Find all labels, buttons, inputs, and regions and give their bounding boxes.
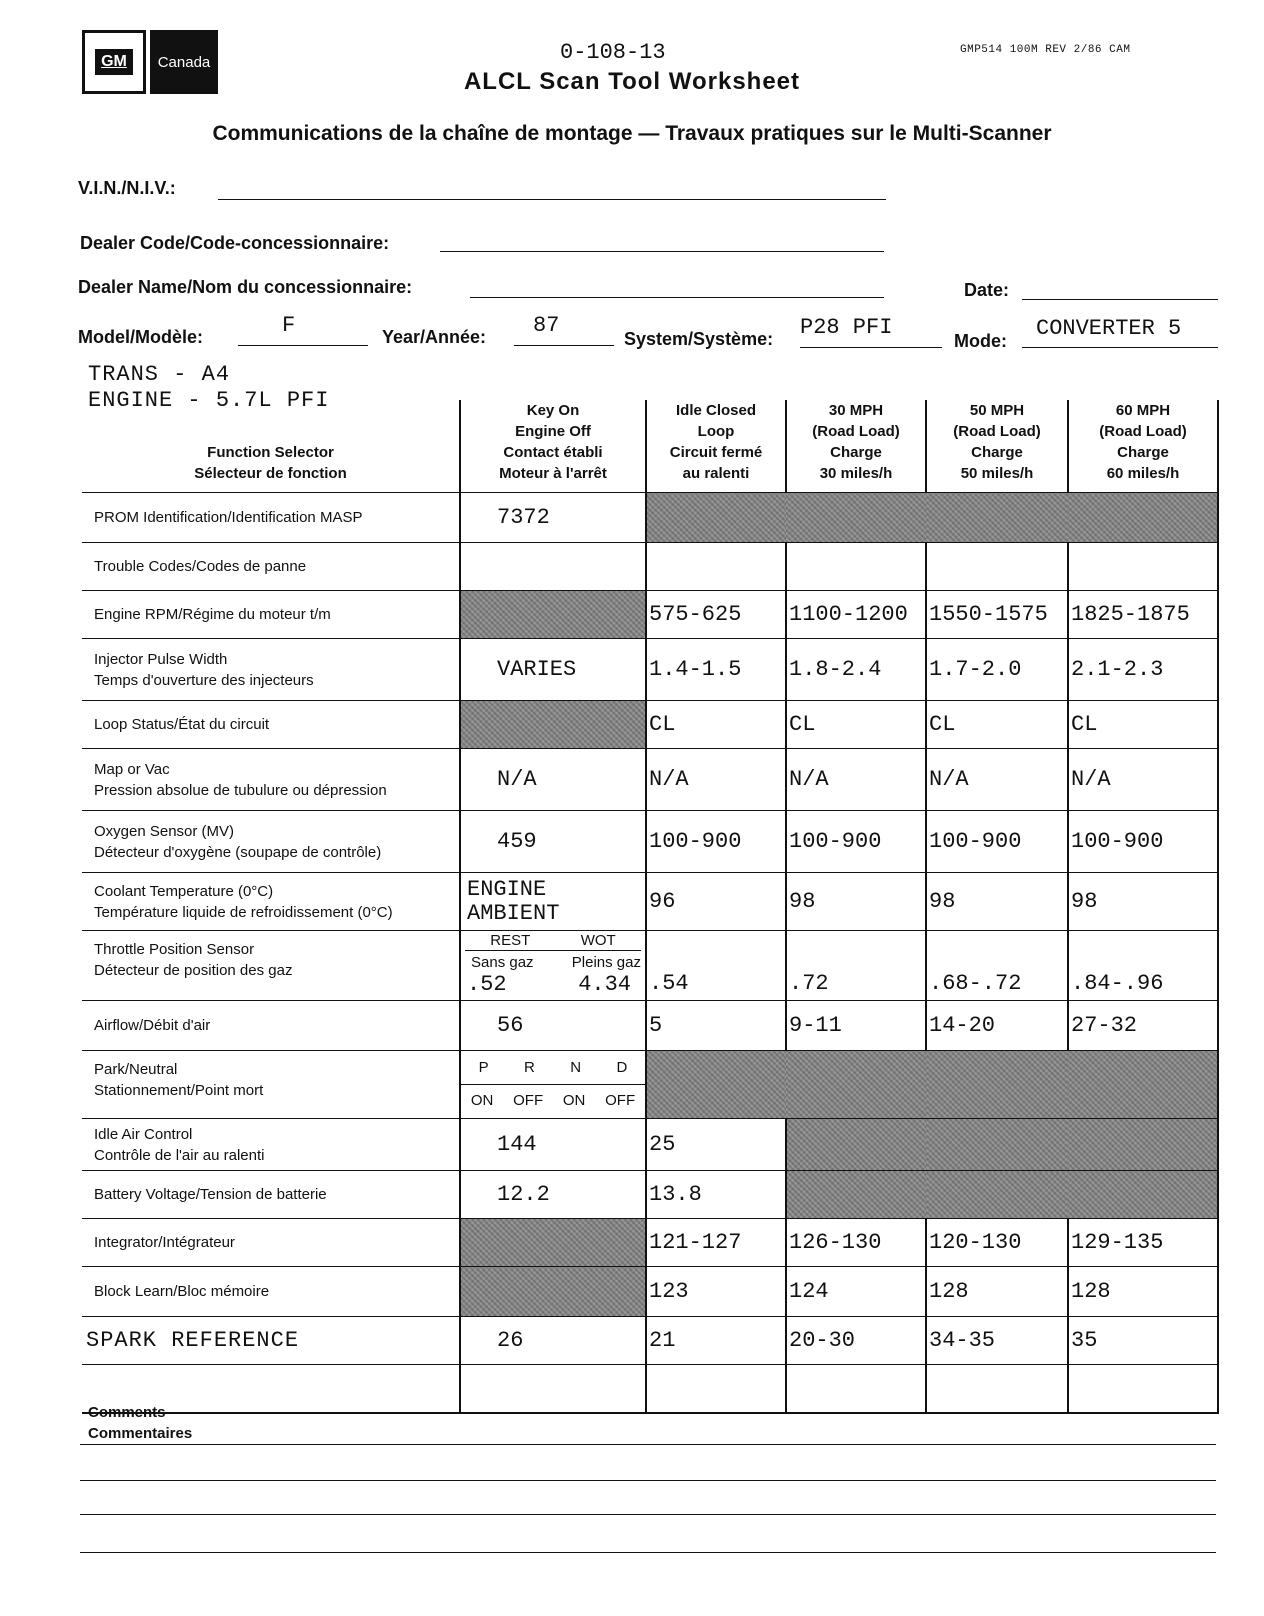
table-row [82, 1051, 1218, 1119]
mph60-cell[interactable]: 2.1-2.3 [1068, 639, 1218, 701]
idle-cell[interactable]: 13.8 [646, 1171, 786, 1219]
mph50-cell[interactable] [926, 543, 1068, 591]
table-row [82, 1317, 1218, 1365]
mode-label: Mode: [954, 331, 1007, 351]
idle-cell[interactable]: 575-625 [646, 591, 786, 639]
year-label: Year/Année: [382, 327, 487, 347]
key-on-cell[interactable]: ENGINE AMBIENT [460, 873, 646, 931]
system-field[interactable] [800, 347, 942, 348]
row-label: Idle Air Control Contrôle de l'air au ralenti [82, 1119, 460, 1171]
key-on-cell[interactable]: 7372 [460, 493, 646, 543]
table-row [82, 1171, 1218, 1219]
mph30-cell[interactable]: 100-900 [786, 811, 926, 873]
mph60-cell[interactable]: 35 [1068, 1317, 1218, 1365]
mph30-cell[interactable] [786, 543, 926, 591]
row-label: Throttle Position Sensor Détecteur de position des gaz [82, 931, 460, 1001]
date-label: Date: [964, 280, 1010, 300]
shaded-cell [926, 1171, 1068, 1219]
shaded-cell [786, 1051, 926, 1119]
tps-values: .52 4.34 [467, 972, 631, 997]
table-row [82, 931, 1218, 1001]
key-on-cell[interactable]: 26 [460, 1317, 646, 1365]
mph50-cell[interactable]: 120-130 [926, 1219, 1068, 1267]
row-label: Coolant Temperature (0°C) Température liquide de refroidissement (0°C) [82, 873, 460, 931]
row-label: Integrator/Intégrateur [82, 1219, 460, 1267]
shaded-cell [460, 591, 646, 639]
row-label: Oxygen Sensor (MV) Détecteur d'oxygène (soupape de contrôle) [82, 811, 460, 873]
shaded-cell [460, 1267, 646, 1317]
mph60-cell[interactable]: 1825-1875 [1068, 591, 1218, 639]
idle-cell[interactable]: 100-900 [646, 811, 786, 873]
key-on-cell[interactable]: 459 [460, 811, 646, 873]
tps-key-on-cell[interactable] [460, 931, 646, 1001]
engine-note: ENGINE - 5.7L PFI [88, 388, 330, 413]
header-60-mph: 60 MPH (Road Load) Charge 60 miles/h [1068, 400, 1218, 493]
mph30-cell[interactable]: 9-11 [786, 1001, 926, 1051]
comments-label: Comments Commentaires [88, 1404, 193, 1442]
mph50-cell[interactable]: 34-35 [926, 1317, 1068, 1365]
blank-cell[interactable] [926, 1365, 1068, 1413]
table-row [82, 701, 1218, 749]
mph50-cell[interactable]: 14-20 [926, 1001, 1068, 1051]
table-row [82, 873, 1218, 931]
row-label: Trouble Codes/Codes de panne [82, 543, 460, 591]
mph50-cell[interactable]: .68-.72 [926, 931, 1068, 1001]
mph50-cell[interactable]: 98 [926, 873, 1068, 931]
row-label: SPARK REFERENCE [82, 1317, 460, 1365]
dealer-name-label: Dealer Name/Nom du concessionnaire: [78, 277, 413, 297]
mph50-cell[interactable]: 100-900 [926, 811, 1068, 873]
header-row [82, 400, 1218, 493]
idle-cell[interactable] [646, 543, 786, 591]
idle-cell[interactable]: N/A [646, 749, 786, 811]
table-row [82, 493, 1218, 543]
shaded-cell [926, 1119, 1068, 1171]
date-field[interactable] [1022, 299, 1218, 300]
mode-value: CONVERTER 5 [1036, 316, 1182, 341]
row-label: Airflow/Débit d'air [82, 1001, 460, 1051]
mph60-cell[interactable]: 128 [1068, 1267, 1218, 1317]
vin-label: V.I.N./N.I.V.: [78, 178, 176, 198]
mode-field[interactable] [1022, 347, 1218, 348]
row-label: Injector Pulse Width Temps d'ouverture des injecteurs [82, 639, 460, 701]
header-idle-closed-loop: Idle Closed Loop Circuit fermé au ralenti [646, 400, 786, 493]
table-row [82, 543, 1218, 591]
shaded-cell [786, 1119, 926, 1171]
idle-cell[interactable]: .54 [646, 931, 786, 1001]
shaded-cell [460, 701, 646, 749]
idle-cell[interactable]: 123 [646, 1267, 786, 1317]
shaded-cell [1068, 1051, 1218, 1119]
table-row [82, 1267, 1218, 1317]
idle-cell[interactable]: CL [646, 701, 786, 749]
shaded-cell [926, 1051, 1068, 1119]
shaded-cell [646, 493, 786, 543]
gm-logo: GM [82, 30, 146, 94]
blank-cell[interactable] [460, 1365, 646, 1413]
mph50-cell[interactable]: 1.7-2.0 [926, 639, 1068, 701]
mph60-cell[interactable]: .84-.96 [1068, 931, 1218, 1001]
mph60-cell[interactable]: 98 [1068, 873, 1218, 931]
dealer-name-field[interactable] [470, 297, 884, 298]
key-on-cell[interactable]: N/A [460, 749, 646, 811]
shaded-cell [786, 493, 926, 543]
header-function-selector: Function Selector Sélecteur de fonction [194, 444, 347, 482]
model-value: F [282, 313, 296, 338]
park-neutral-states: ON OFF ON OFF [470, 1092, 636, 1109]
table-row [82, 1119, 1218, 1171]
page-subtitle: Communications de la chaîne de montage — Travaux pratiques sur le Multi-Scanner [212, 122, 1052, 145]
comment-line[interactable] [80, 1552, 1216, 1553]
system-label: System/Système: [624, 329, 774, 349]
mph60-cell[interactable]: N/A [1068, 749, 1218, 811]
mph30-cell[interactable]: .72 [786, 931, 926, 1001]
table-row [82, 1365, 1218, 1413]
mph30-cell[interactable]: CL [786, 701, 926, 749]
mph30-cell[interactable]: 1.8-2.4 [786, 639, 926, 701]
header-key-on: Key On Engine Off Contact établi Moteur à l'arrêt [460, 400, 646, 493]
mph60-cell[interactable]: 27-32 [1068, 1001, 1218, 1051]
mph50-cell[interactable]: CL [926, 701, 1068, 749]
mph50-cell[interactable]: 1550-1575 [926, 591, 1068, 639]
header-50-mph: 50 MPH (Road Load) Charge 50 miles/h [926, 400, 1068, 493]
key-on-cell[interactable]: 56 [460, 1001, 646, 1051]
key-on-cell[interactable]: 12.2 [460, 1171, 646, 1219]
table-row [82, 591, 1218, 639]
idle-cell[interactable]: 96 [646, 873, 786, 931]
mph30-cell[interactable]: 124 [786, 1267, 926, 1317]
table-row [82, 639, 1218, 701]
mph30-cell[interactable]: N/A [786, 749, 926, 811]
row-label: PROM Identification/Identification MASP [82, 493, 460, 543]
form-number: 0-108-13 [560, 40, 666, 65]
mph60-cell[interactable] [1068, 543, 1218, 591]
blank-cell[interactable] [786, 1365, 926, 1413]
shaded-cell [926, 493, 1068, 543]
mph30-cell[interactable]: 126-130 [786, 1219, 926, 1267]
row-label: Loop Status/État du circuit [82, 701, 460, 749]
model-label: Model/Modèle: [78, 327, 203, 347]
tps-french-labels: Sans gaz Pleins gaz [471, 954, 641, 971]
page-title: ALCL Scan Tool Worksheet [463, 68, 801, 95]
shaded-cell [646, 1051, 786, 1119]
dealer-code-label: Dealer Code/Code-concessionnaire: [80, 233, 390, 253]
idle-cell[interactable]: 121-127 [646, 1219, 786, 1267]
year-field[interactable] [514, 345, 614, 346]
blank-cell[interactable] [646, 1365, 786, 1413]
park-neutral-positions: P R N D [461, 1052, 645, 1085]
row-label: Battery Voltage/Tension de batterie [82, 1171, 460, 1219]
model-field[interactable] [238, 345, 368, 346]
mph30-cell[interactable]: 1100-1200 [786, 591, 926, 639]
table-row [82, 1001, 1218, 1051]
shaded-cell [460, 1219, 646, 1267]
header-30-mph: 30 MPH (Road Load) Charge 30 miles/h [786, 400, 926, 493]
idle-cell[interactable]: 25 [646, 1119, 786, 1171]
idle-cell[interactable]: 1.4-1.5 [646, 639, 786, 701]
idle-cell[interactable]: 5 [646, 1001, 786, 1051]
mph60-cell[interactable]: CL [1068, 701, 1218, 749]
shaded-cell [1068, 1171, 1218, 1219]
key-on-cell[interactable]: 144 [460, 1119, 646, 1171]
blank-cell[interactable] [1068, 1365, 1218, 1413]
shaded-cell [786, 1171, 926, 1219]
year-value: 87 [533, 313, 560, 338]
mph30-cell[interactable]: 20-30 [786, 1317, 926, 1365]
system-value: P28 PFI [800, 315, 893, 340]
revision-code: GMP514 100M REV 2/86 CAM [960, 44, 1131, 56]
mph50-cell[interactable]: N/A [926, 749, 1068, 811]
scan-worksheet-table [82, 400, 1219, 1414]
idle-cell[interactable]: 21 [646, 1317, 786, 1365]
tps-header: REST WOT [465, 931, 641, 951]
canada-logo: Canada [150, 30, 218, 94]
mph60-cell[interactable]: 129-135 [1068, 1219, 1218, 1267]
comment-line[interactable] [80, 1444, 1216, 1445]
comment-line[interactable] [80, 1480, 1216, 1481]
table-row [82, 749, 1218, 811]
row-label: Map or Vac Pression absolue de tubulure ou dépression [82, 749, 460, 811]
key-on-cell[interactable] [460, 543, 646, 591]
mph30-cell[interactable]: 98 [786, 873, 926, 931]
row-label: Engine RPM/Régime du moteur t/m [82, 591, 460, 639]
comment-line[interactable] [80, 1514, 1216, 1515]
mph60-cell[interactable]: 100-900 [1068, 811, 1218, 873]
row-label: Block Learn/Bloc mémoire [82, 1267, 460, 1317]
shaded-cell [1068, 493, 1218, 543]
key-on-cell[interactable]: VARIES [460, 639, 646, 701]
dealer-code-field[interactable] [440, 251, 884, 252]
table-row [82, 1219, 1218, 1267]
shaded-cell [1068, 1119, 1218, 1171]
trans-note: TRANS - A4 [88, 362, 231, 387]
row-label: Park/Neutral Stationnement/Point mort [82, 1051, 460, 1119]
vin-field[interactable] [218, 199, 886, 200]
mph50-cell[interactable]: 128 [926, 1267, 1068, 1317]
table-row [82, 811, 1218, 873]
park-neutral-key-on-cell[interactable] [460, 1051, 646, 1119]
